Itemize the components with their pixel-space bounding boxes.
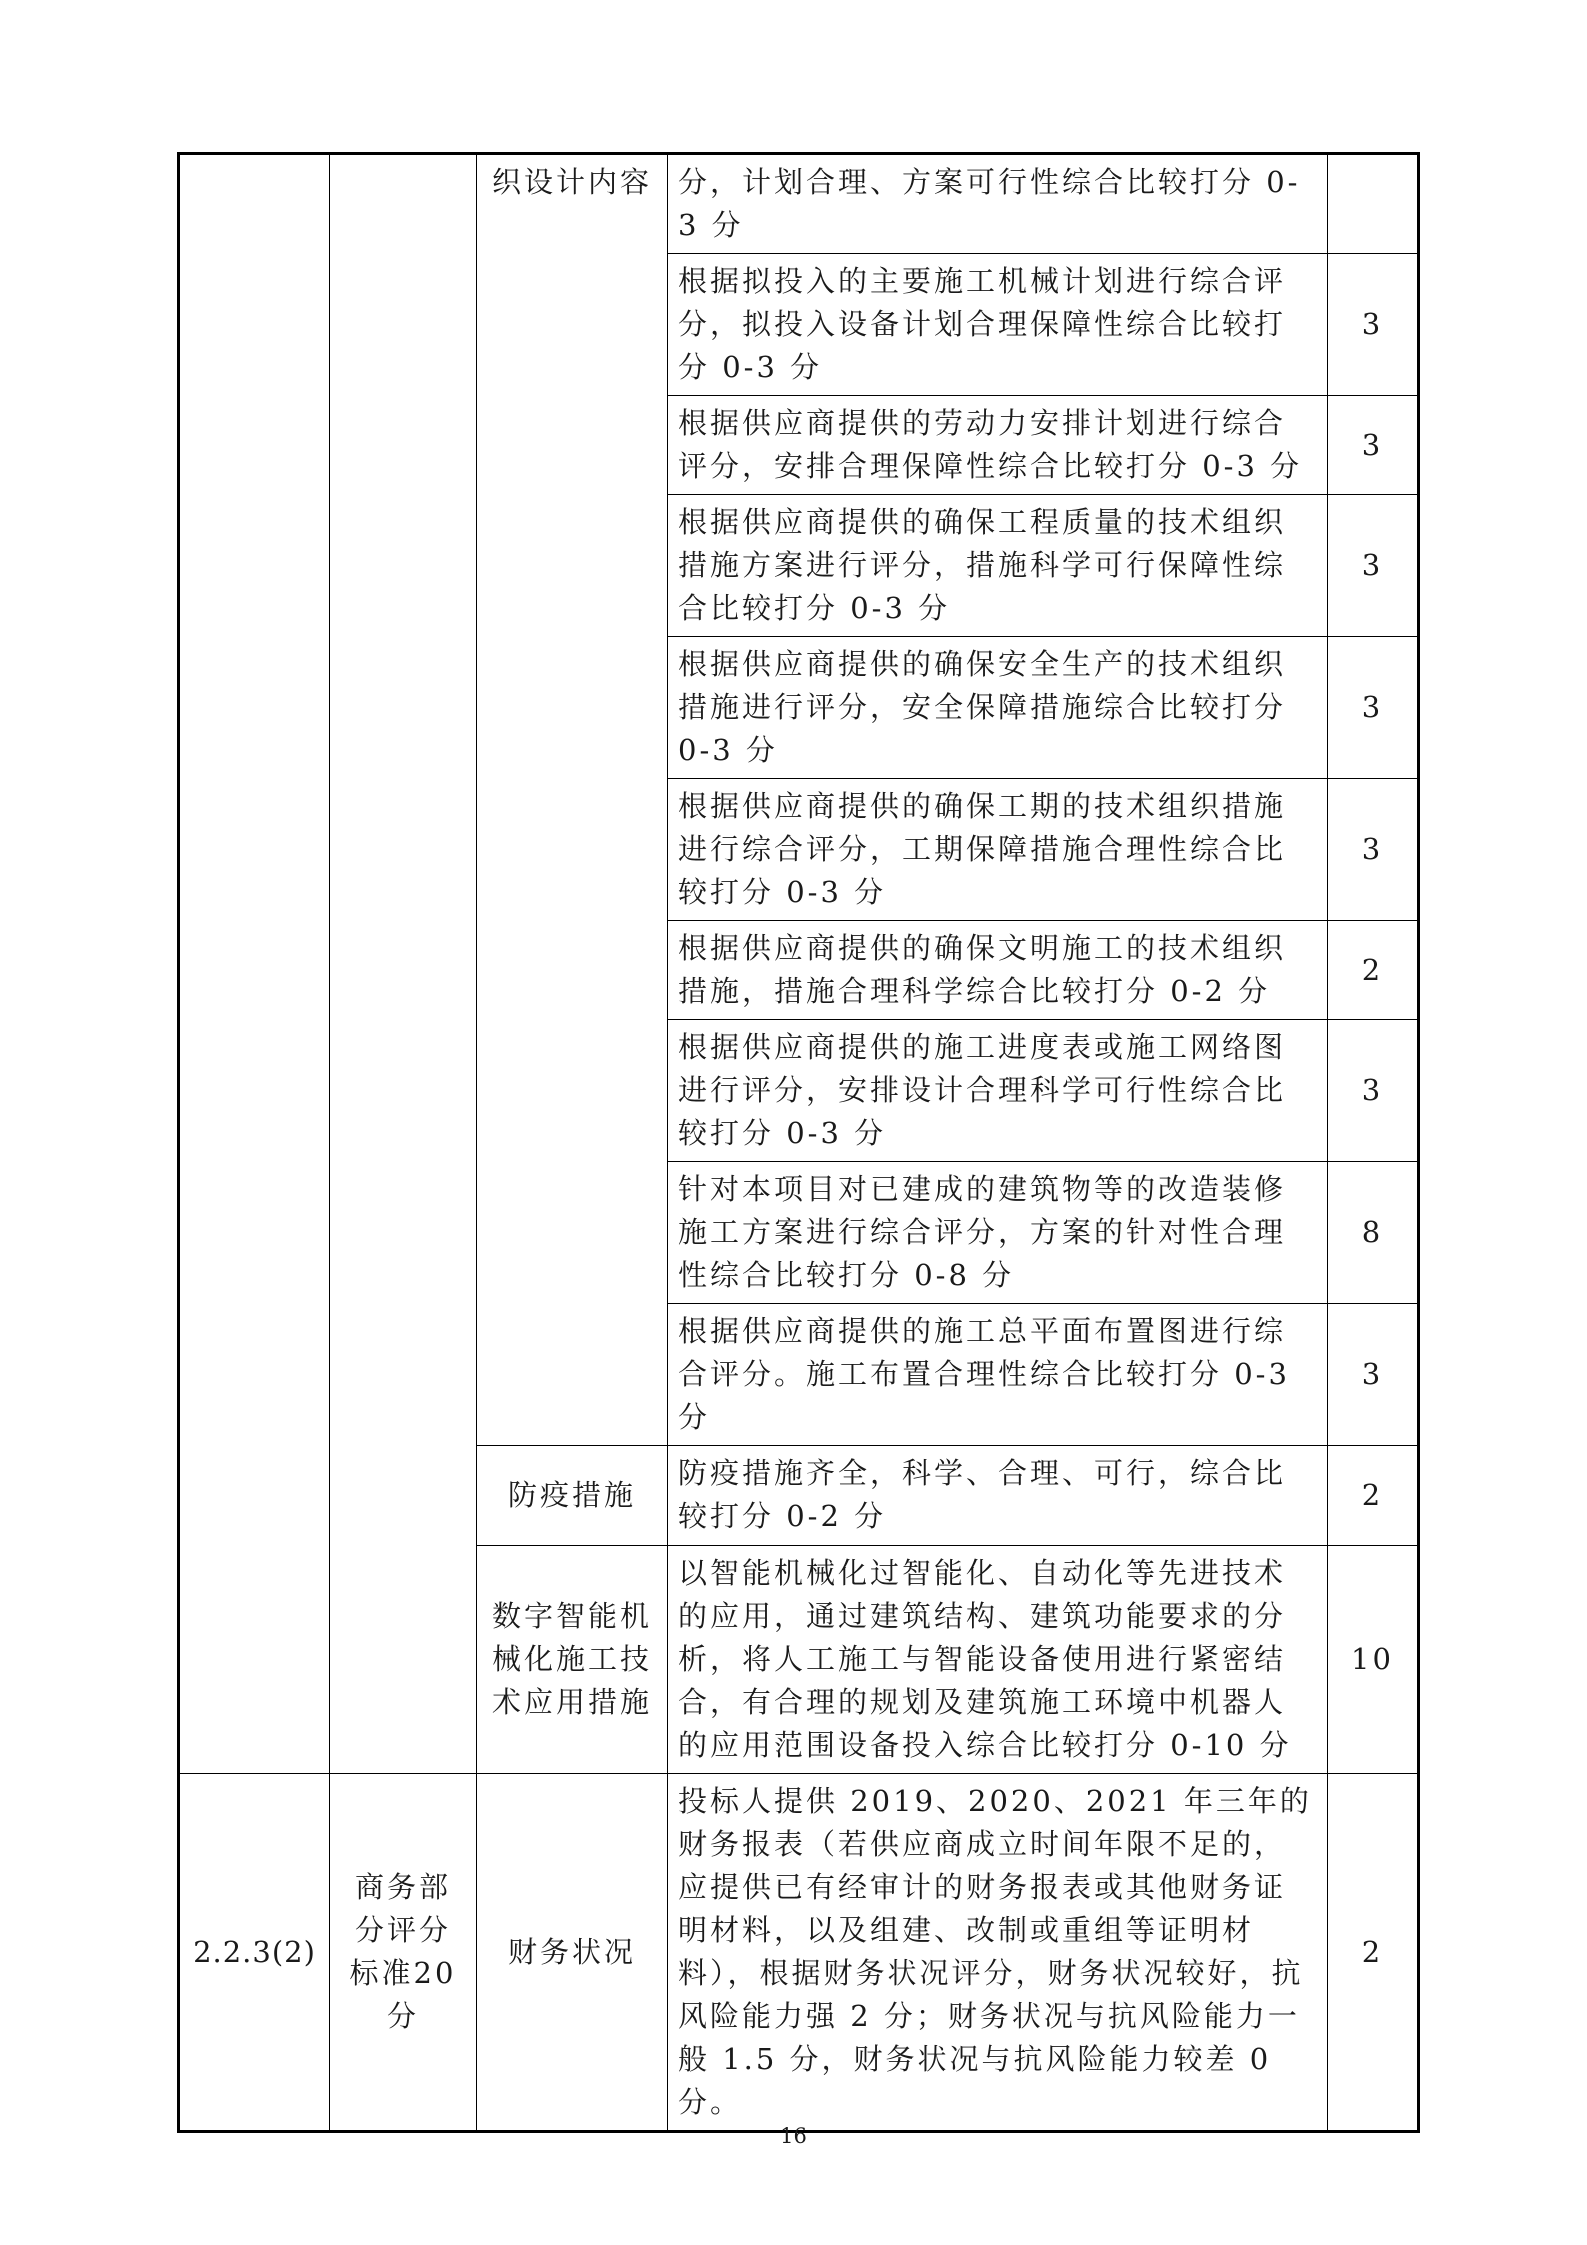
criterion-cell: 根据供应商提供的施工进度表或施工网络图进行评分，安排设计合理科学可行性综合比较打分 0-3 分: [668, 1020, 1328, 1162]
score-cell: 3: [1328, 779, 1419, 921]
score-cell: 3: [1328, 396, 1419, 495]
criterion-cell: 针对本项目对已建成的建筑物等的改造装修施工方案进行综合评分，方案的针对性合理性综合比较打分 0-8 分: [668, 1162, 1328, 1304]
criterion-cell: 根据供应商提供的劳动力安排计划进行综合评分，安排合理保障性综合比较打分 0-3 分: [668, 396, 1328, 495]
criterion-cell: 以智能机械化过智能化、自动化等先进技术的应用，通过建筑结构、建筑功能要求的分析，将人工施工与智能设备使用进行紧密结合，有合理的规划及建筑施工环境中机器人的应用范围设备投入综合比较打分 0-10 分: [668, 1546, 1328, 1774]
score-cell: 3: [1328, 1020, 1419, 1162]
criterion-cell: 分，计划合理、方案可行性综合比较打分 0-3 分: [668, 154, 1328, 254]
criterion-cell: 根据供应商提供的施工总平面布置图进行综合评分。施工布置合理性综合比较打分 0-3 分: [668, 1304, 1328, 1446]
score-cell: 3: [1328, 637, 1419, 779]
score-cell: 2: [1328, 921, 1419, 1020]
scoring-table: [177, 152, 1420, 2133]
criterion-cell: 根据供应商提供的确保文明施工的技术组织措施，措施合理科学综合比较打分 0-2 分: [668, 921, 1328, 1020]
table-row: [179, 1774, 1419, 2132]
score-cell: 2: [1328, 1774, 1419, 2132]
section-number-cell: [179, 154, 330, 1774]
score-cell: 3: [1328, 1304, 1419, 1446]
criterion-cell: 根据拟投入的主要施工机械计划进行综合评分，拟投入设备计划合理保障性综合比较打分 0-3 分: [668, 254, 1328, 396]
page-number: 16: [780, 2124, 807, 2148]
category-cell: 财务状况: [477, 1774, 668, 2132]
score-cell: [1328, 154, 1419, 254]
category-cell: 织设计内容: [477, 154, 668, 1446]
category-cell: 防疫措施: [477, 1446, 668, 1546]
criterion-cell: 投标人提供 2019、2020、2021 年三年的财务报表（若供应商成立时间年限不足的，应提供已有经审计的财务报表或其他财务证明材料，以及组建、改制或重组等证明材料），根据财务状况评分，财务状况较好，抗风险能力强 2 分；财务状况与抗风险能力一般 1.5 分，财务状况与抗风险能力较差 0 分。: [668, 1774, 1328, 2132]
score-cell: 8: [1328, 1162, 1419, 1304]
section-number-cell: 2.2.3(2): [179, 1774, 330, 2132]
table-row: [179, 154, 1419, 254]
criterion-cell: 根据供应商提供的确保工期的技术组织措施进行综合评分，工期保障措施合理性综合比较打分 0-3 分: [668, 779, 1328, 921]
criterion-cell: 防疫措施齐全，科学、合理、可行，综合比较打分 0-2 分: [668, 1446, 1328, 1546]
category-cell: 数字智能机械化施工技术应用措施: [477, 1546, 668, 1774]
score-cell: 3: [1328, 495, 1419, 637]
score-cell: 2: [1328, 1446, 1419, 1546]
score-cell: 10: [1328, 1546, 1419, 1774]
criterion-cell: 根据供应商提供的确保安全生产的技术组织措施进行评分，安全保障措施综合比较打分 0-3 分: [668, 637, 1328, 779]
part-cell: [330, 154, 477, 1774]
criterion-cell: 根据供应商提供的确保工程质量的技术组织措施方案进行评分，措施科学可行保障性综合比较打分 0-3 分: [668, 495, 1328, 637]
part-cell: 商务部分评分标准20 分: [330, 1774, 477, 2132]
score-cell: 3: [1328, 254, 1419, 396]
